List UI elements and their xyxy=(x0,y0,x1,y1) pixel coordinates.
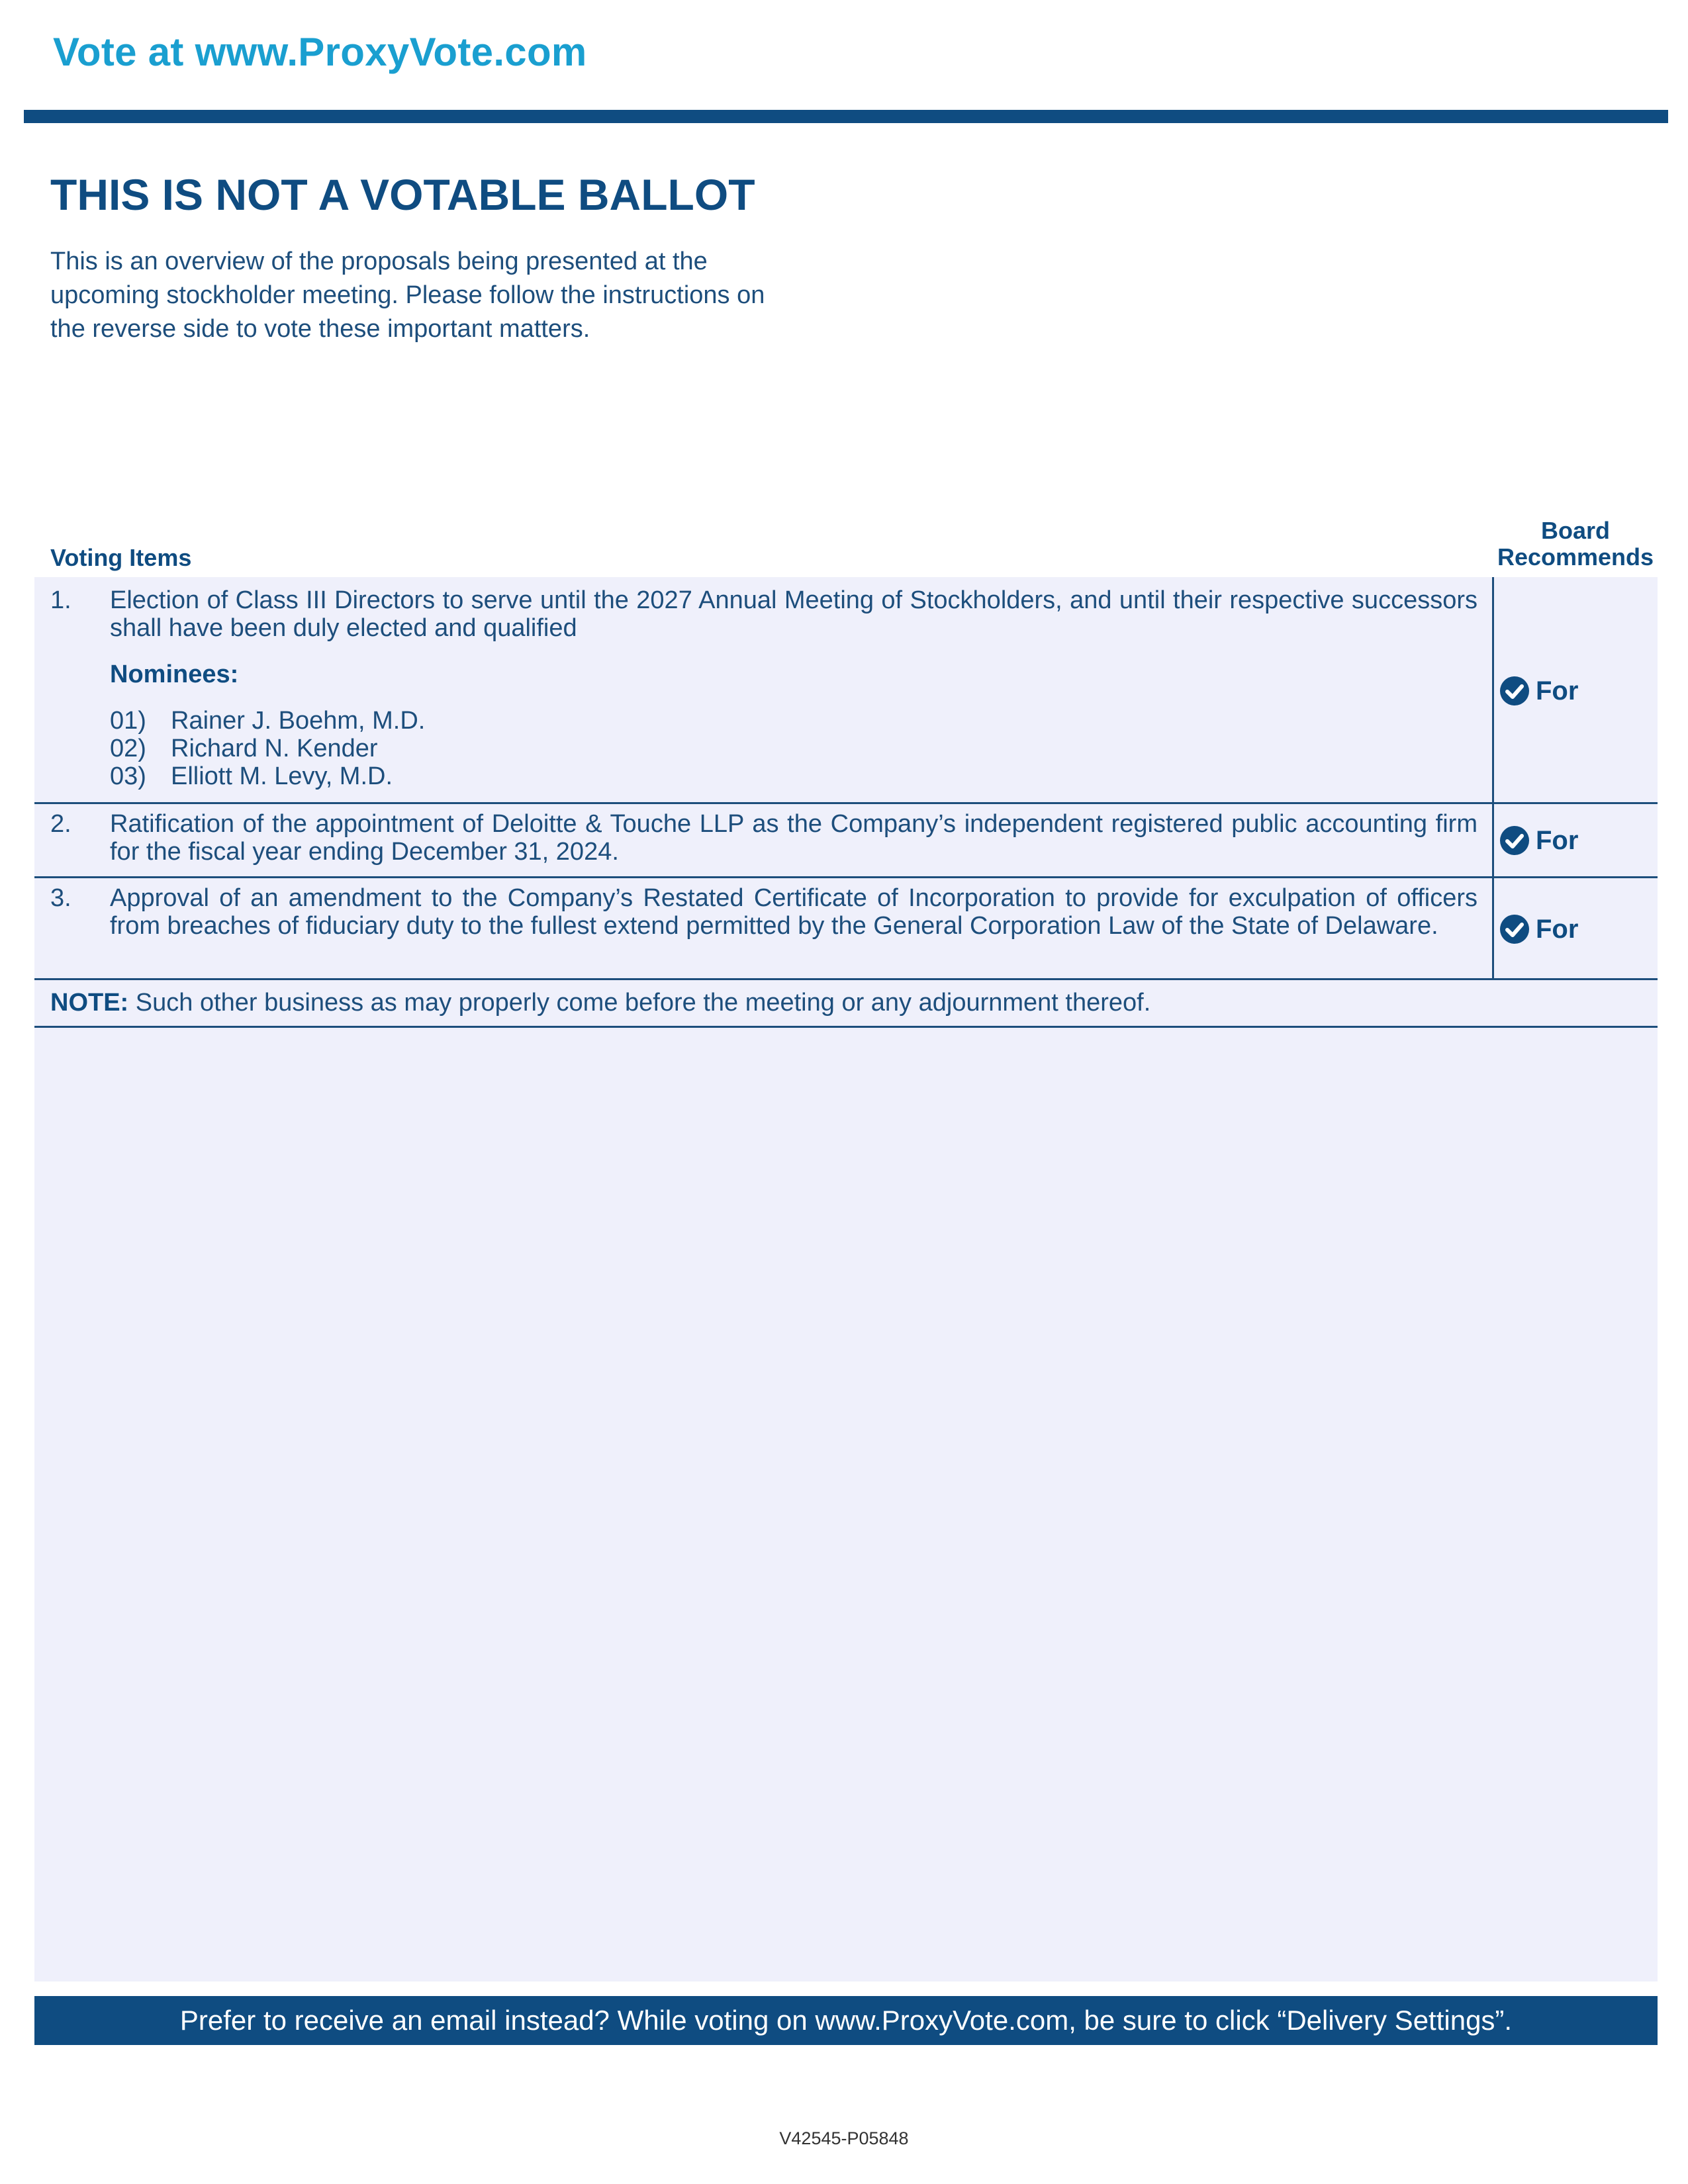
check-circle-icon xyxy=(1499,675,1530,707)
recommendation-label: For xyxy=(1536,914,1579,944)
note-line xyxy=(50,989,1150,1017)
recommendation-item-3 xyxy=(1499,912,1578,946)
voting-items-header: Voting Items xyxy=(50,544,192,571)
item-text: Approval of an amendment to the Company’s Restated Certificate of Incorporation to provide for exculpation of officers from breaches of fiduciary duty to the fullest extend permitted by the General Corporation Law of the State of Delaware. xyxy=(110,884,1477,940)
check-circle-icon xyxy=(1499,825,1530,856)
voting-item-2 xyxy=(34,810,1488,874)
intro-line: upcoming stockholder meeting. Please follow the instructions on xyxy=(50,281,765,309)
recommendation-item-1 xyxy=(1499,674,1578,708)
document-code: V42545-P05848 xyxy=(779,2128,909,2148)
check-circle-icon xyxy=(1499,913,1530,945)
board-header-line: Board xyxy=(1540,517,1610,544)
nominee-number: 03) xyxy=(110,762,146,790)
nominee-number: 01) xyxy=(110,707,146,735)
row-divider xyxy=(34,876,1658,878)
nominees-label: Nominees: xyxy=(110,660,239,688)
item-number: 2. xyxy=(50,810,71,838)
header-divider xyxy=(24,110,1668,123)
nominee-name: Richard N. Kender xyxy=(171,735,378,762)
nominee-row xyxy=(110,762,393,790)
board-header-line: Recommends xyxy=(1497,543,1654,570)
recommendation-item-2 xyxy=(1499,823,1578,858)
delivery-settings-banner xyxy=(34,1996,1658,2045)
row-divider xyxy=(34,978,1658,980)
intro-line: the reverse side to vote these important matters. xyxy=(50,315,590,343)
ballot-heading: THIS IS NOT A VOTABLE BALLOT xyxy=(50,170,755,219)
banner-text: Prefer to receive an email instead? While voting on www.ProxyVote.com, be sure to click “Delivery Settings”. xyxy=(179,2005,1513,2036)
nominee-name: Elliott M. Levy, M.D. xyxy=(171,762,393,790)
board-recommends-header xyxy=(1483,518,1668,570)
nominee-row xyxy=(110,735,378,762)
nominee-name: Rainer J. Boehm, M.D. xyxy=(171,707,426,735)
item-number: 3. xyxy=(50,884,71,912)
intro-line: This is an overview of the proposals being presented at the xyxy=(50,248,708,275)
nominee-number: 02) xyxy=(110,735,146,762)
item-text: Election of Class III Directors to serve until the 2027 Annual Meeting of Stockholders, and until their respective successors shall have been duly elected and qualified xyxy=(110,586,1477,642)
intro-paragraph xyxy=(50,245,845,346)
row-divider xyxy=(34,802,1658,804)
recommendation-column-divider xyxy=(1492,577,1494,979)
voting-item-3 xyxy=(34,884,1488,977)
note-label: NOTE: xyxy=(50,989,129,1017)
nominee-row xyxy=(110,707,425,735)
recommendation-label: For xyxy=(1536,676,1579,705)
recommendation-label: For xyxy=(1536,825,1579,855)
row-divider xyxy=(34,1026,1658,1028)
note-text: Such other business as may properly come before the meeting or any adjournment thereof. xyxy=(128,989,1151,1017)
item-text: Ratification of the appointment of Deloitte & Touche LLP as the Company’s independent registered public accounting firm for the fiscal year ending December 31, 2024. xyxy=(110,810,1477,866)
item-number: 1. xyxy=(50,586,71,614)
vote-url-header: Vote at www.ProxyVote.com xyxy=(53,30,587,74)
voting-item-1 xyxy=(34,586,1488,798)
